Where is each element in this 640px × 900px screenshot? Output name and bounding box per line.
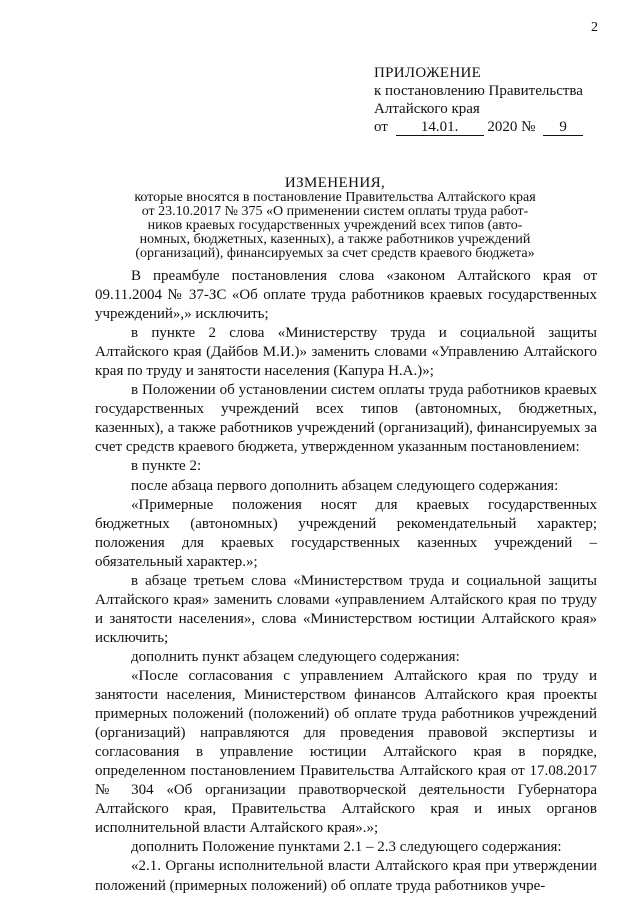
paragraph: в пункте 2 слова «Министерству труда и социальной защиты Алтайского края (Дайбов М.И.)» заменить словами «Управлению Алтайского края по труду и занятости населения (Капура Н.А.)»; — [95, 325, 597, 380]
appendix-order-line — [374, 118, 583, 136]
order-number: 9 — [543, 119, 583, 136]
document-title: ИЗМЕНЕНИЯ, — [284, 175, 386, 191]
title-line-4: номных, бюджетных, казенных), а также работников учреждений — [139, 232, 531, 247]
paragraph: «После согласования с управлением Алтайского края по труду и занятости населения, Министерством финансов Алтайского края проекты примерных положений (положений) об оплате труда работников учреждений (организаций) направляются для проведения правовой экспертизы и согласования в управление юстиции Алтайского края в порядке, определенном постановлением Правительства Алтайского края от 17.08.2017 № 304 «Об организации правотворческой деятельности Губернатора Алтайского края, Правительства Алтайского края и иных органов исполнительной власти Алтайского края».»; — [95, 667, 597, 837]
document-body — [95, 267, 597, 896]
paragraph: в абзаце третьем слова «Министерством труда и социальной защиты Алтайского края» заменить словами «управлением Алтайского края по труду и занятости населения», слова «Министерством юстиции Алтайского края» исключить; — [95, 572, 597, 646]
paragraph: дополнить Положение пунктами 2.1 – 2.3 следующего содержания: — [131, 839, 562, 856]
number-label: № — [521, 119, 536, 135]
appendix-line-2: Алтайского края — [374, 101, 480, 117]
appendix-heading: ПРИЛОЖЕНИЕ — [374, 65, 482, 81]
paragraph: «2.1. Органы исполнительной власти Алтайского края при утверждении положений (примерных положений) об оплате труда работников учре- — [95, 858, 597, 894]
document-title-block — [90, 176, 580, 261]
from-label: от — [374, 119, 388, 135]
paragraph: после абзаца первого дополнить абзацем следующего содержания: — [131, 477, 559, 494]
paragraph: в Положении об установлении систем оплаты труда работников краевых государственных учреждений всех типов (автономных, бюджетных, казенных), а также работников учреждений (организаций), финансируемых за счет средств краевого бюджета, утвержденном указанным постановлением: — [95, 382, 597, 456]
paragraph: в пункте 2: — [131, 458, 202, 475]
title-line-3: ников краевых государственных учреждений всех типов (авто- — [147, 218, 523, 233]
order-year: 2020 — [487, 119, 518, 135]
appendix-line-1: к постановлению Правительства — [374, 83, 583, 99]
paragraph: «Примерные положения носят для краевых государственных бюджетных (автономных) учреждений рекомендательный характер; положения для краевых государственных казенных учреждений – обязательный характер.»; — [95, 496, 597, 570]
page-number: 2 — [591, 20, 598, 35]
title-line-5: (организаций), финансируемых за счет средств краевого бюджета» — [135, 246, 535, 261]
appendix-block — [374, 64, 583, 136]
title-line-2: от 23.10.2017 № 375 «О применении систем оплаты труда работ- — [141, 204, 529, 219]
order-date: 14.01. — [396, 119, 484, 136]
title-line-1: которые вносятся в постановление Правительства Алтайского края — [134, 190, 536, 205]
paragraph: В преамбуле постановления слова «законом Алтайского края от 09.11.2004 № 37-ЗС «Об оплате труда работников краевых государственных учреждений»,» исключить; — [95, 268, 597, 323]
paragraph: дополнить пункт абзацем следующего содержания: — [131, 648, 460, 665]
